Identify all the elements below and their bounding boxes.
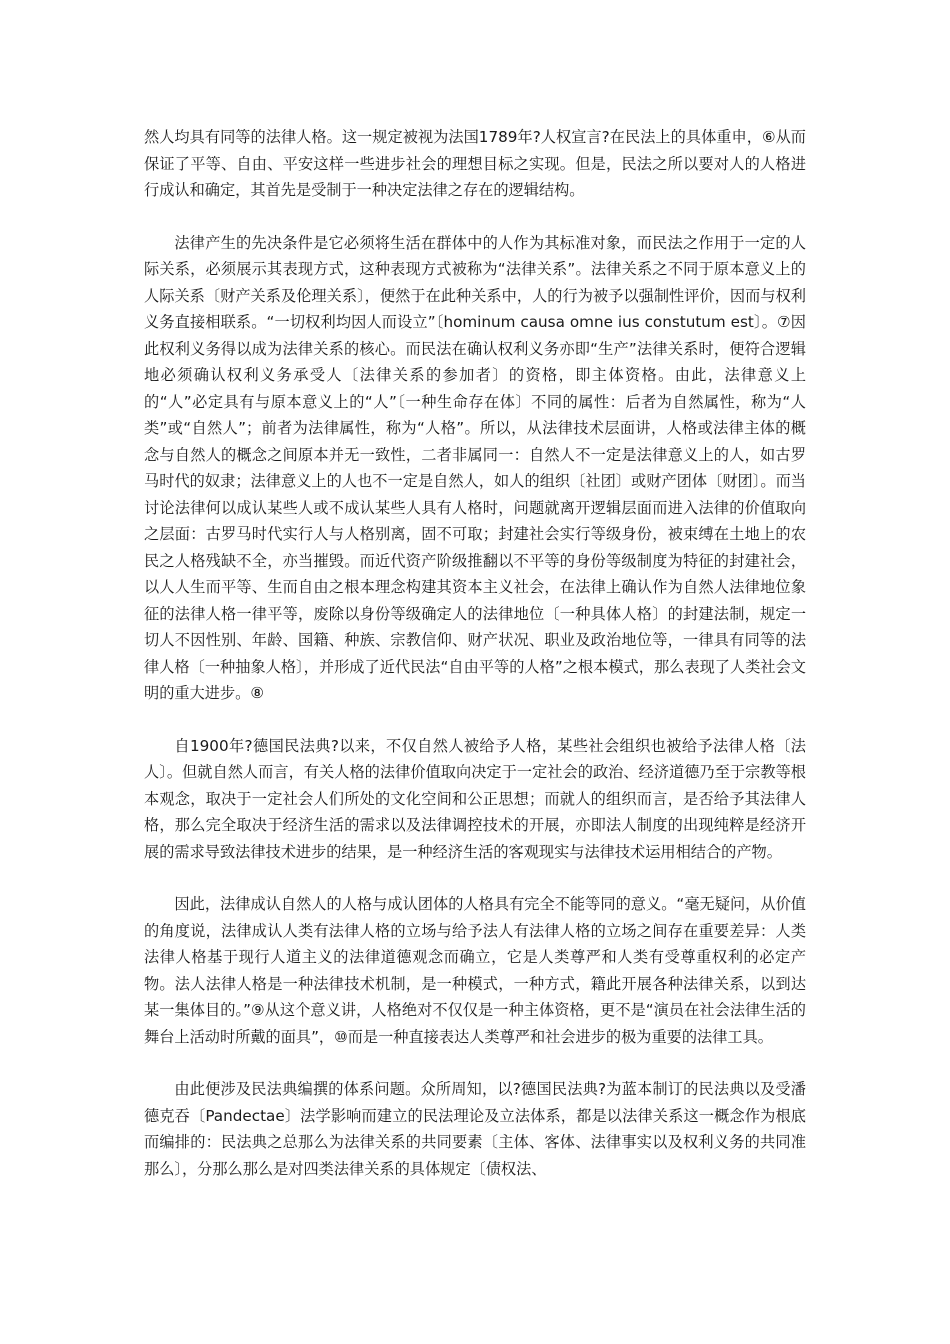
paragraph: 由此便涉及民法典编撰的体系问题。众所周知，以?德国民法典?为蓝本制订的民法典以及受潘德克吞〔Pandectae〕法学影响而建立的民法理论及立法体系，都是以法律关系这一概念作为根底而编排的：民法典之总那么为法律关系的共同要素〔主体、客体、法律事实以及权利义务的共同准那么〕，分那么那么是对四类法律关系的具体规定〔债权法、 xyxy=(144,1080,806,1178)
paragraph: 自1900年?德国民法典?以来，不仅自然人被给予人格，某些社会组织也被给予法律人格〔法人〕。但就自然人而言，有关人格的法律价值取向决定于一定社会的政治、经济道德乃至于宗教等根本观念，取决于一定社会人们所处的文化空间和公正思想；而就人的组织而言，是否给予其法律人格，那么完全取决于经济生活的需求以及法律调控技术的开展，亦即法人制度的出现纯粹是经济开展的需求导致法律技术进步的结果，是一种经济生活的客观现实与法律技术运用相结合的产物。 xyxy=(144,736,806,861)
document-body xyxy=(144,124,806,1208)
paragraph: 然人均具有同等的法律人格。这一规定被视为法国1789年?人权宣言?在民法上的具体重申，⑥从而保证了平等、自由、平安这样一些进步社会的理想目标之实现。但是，民法之所以要对人的人格进行成认和确定，其首先是受制于一种决定法律之存在的逻辑结构。 xyxy=(144,128,806,199)
paragraph: 法律产生的先决条件是它必须将生活在群体中的人作为其标准对象，而民法之作用于一定的人际关系，必须展示其表现方式，这种表现方式被称为“法律关系”。法律关系之不同于原本意义上的人际关系〔财产关系及伦理关系〕，便然于在此种关系中，人的行为被予以强制性评价，因而与权利义务直接相联系。“一切权利均因人而设立”〔hominum causa omne ius constutum est〕。⑦因此权利义务得以成为法律关系的核心。而民法在确认权利义务亦即“生产”法律关系时，便符合逻辑地必须确认权利义务承受人〔法律关系的参加者〕的资格，即主体资格。由此，法律意义上的“人”必定具有与原本意义上的“人”〔一种生命存在体〕不同的属性：后者为自然属性，称为“人类”或“自然人”；前者为法律属性，称为“人格”。所以，从法律技术层面讲，人格或法律主体的概念与自然人的概念之间原本并无一致性，二者非属同一：自然人不一定是法律意义上的人，如古罗马时代的奴隶；法律意义上的人也不一定是自然人，如人的组织〔社团〕或财产团体〔财团〕。而当讨论法律何以成认某些人或不成认某些人具有人格时，问题就离开逻辑层面而进入法律的价值取向之层面：古罗马时代实行人与人格别离，固不可取；封建社会实行等级身份，被束缚在土地上的农民之人格残缺不全，亦当摧毁。而近代资产阶级推翻以不平等的身份等级制度为特征的封建社会，以人人生而平等、生而自由之根本理念构建其资本主义社会，在法律上确认作为自然人法律地位象征的法律人格一律平等，废除以身份等级确定人的法律地位〔一种具体人格〕的封建法制，规定一切人不因性别、年龄、国籍、种族、宗教信仰、财产状况、职业及政治地位等，一律具有同等的法律人格〔一种抽象人格〕，并形成了近代民法“自由平等的人格”之根本模式，那么表现了人类社会文明的重大进步。⑧ xyxy=(144,233,806,702)
paragraph: 因此，法律成认自然人的人格与成认团体的人格具有完全不能等同的意义。“毫无疑问，从价值的角度说，法律成认人类有法律人格的立场与给予法人有法律人格的立场之间存在重要差异：人类法律人格基于现行人道主义的法律道德观念而确立，它是人类尊严和人类有受尊重权利的必定产物。法人法律人格是一种法律技术机制，是一种模式，一种方式，籍此开展各种法律关系，以到达某一集体目的。”⑨从这个意义讲，人格绝对不仅仅是一种主体资格，更不是“演员在社会法律生活的舞台上活动时所戴的面具”，⑩而是一种直接表达人类尊严和社会进步的极为重要的法律工具。 xyxy=(144,895,806,1046)
